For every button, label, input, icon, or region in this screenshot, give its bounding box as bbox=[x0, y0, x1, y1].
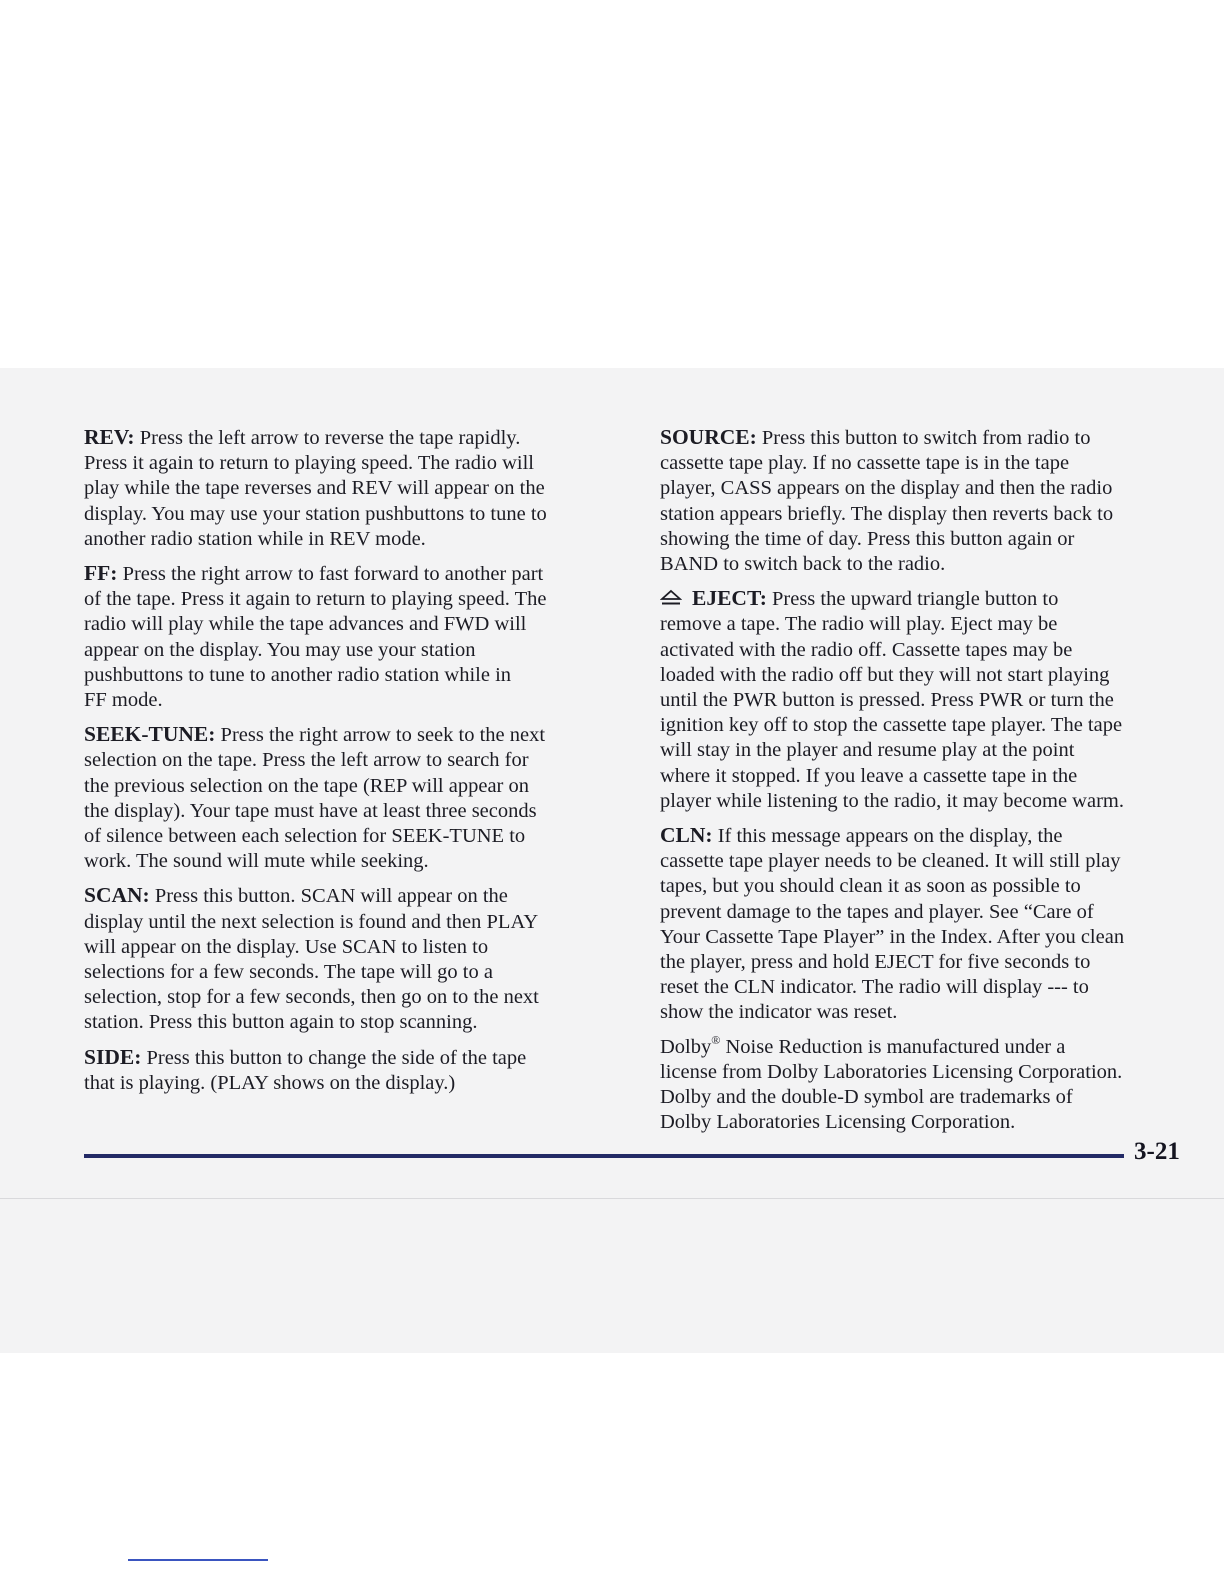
source-paragraph bbox=[660, 425, 1200, 577]
footer-rule bbox=[84, 1154, 1124, 1158]
scan-paragraph bbox=[84, 883, 624, 1035]
ff-paragraph bbox=[84, 561, 624, 713]
side-term: SIDE: bbox=[84, 1044, 142, 1069]
cln-description: If this message appears on the display, the cassette tape player needs to be cleaned. It will still play tapes, but you should clean it as soon as possible to prevent damage to the tapes and player. See “Care of Your Cassette Tape Player” in the Index. After you clean the player, press and hold EJECT for five seconds to reset the CLN indicator. The radio will display --- to show the indicator was reset. bbox=[660, 825, 1125, 1024]
scan-term: SCAN: bbox=[84, 883, 150, 908]
rev-paragraph bbox=[84, 425, 624, 552]
left-column bbox=[84, 425, 624, 1105]
footer-link-line bbox=[128, 1559, 268, 1561]
eject-paragraph bbox=[660, 586, 1200, 814]
eject-description: Press the upward triangle button to remove a tape. The radio will play. Eject may be activated with the radio off. Cassette tapes may be loaded with the radio off but they will not start playing until the PWR button is pressed. Press PWR or turn the ignition key off to stop the cassette tape player. The tape will stay in the player and resume play at the point where it stopped. If you leave a cassette tape in the player while listening to the radio, it may become warm. bbox=[660, 588, 1124, 812]
registered-mark: ® bbox=[711, 1032, 721, 1047]
source-term: SOURCE: bbox=[660, 425, 757, 449]
side-paragraph bbox=[84, 1045, 624, 1096]
dolby-description: Noise Reduction is manufactured under a license from Dolby Laboratories Licensing Corporation. Dolby and the double-D symbol are trademarks of Dolby Laboratories Licensing Corporation. bbox=[660, 1035, 1123, 1134]
seek-tune-term: SEEK-TUNE: bbox=[84, 722, 216, 747]
cln-paragraph bbox=[660, 823, 1200, 1026]
side-description: Press this button to change the side of the tape that is playing. (PLAY shows on the display.) bbox=[84, 1046, 527, 1094]
seek-tune-paragraph bbox=[84, 722, 624, 874]
page-edge-line bbox=[0, 1198, 1224, 1199]
dolby-lead: Dolby bbox=[660, 1035, 712, 1058]
rev-description: Press the left arrow to reverse the tape rapidly. Press it again to return to playing speed. The radio will play while the tape reverses and REV will appear on the display. You may use your station pushbuttons to tune to another radio station while in REV mode. bbox=[84, 427, 547, 550]
page-number: 3-21 bbox=[1134, 1138, 1180, 1165]
eject-icon bbox=[660, 589, 682, 607]
scan-description: Press this button. SCAN will appear on the display until the next selection is found and then PLAY will appear on the display. Use SCAN to listen to selections for a few seconds. The tape will go to a selection, stop for a few seconds, then go on to the next station. Press this button again to stop scanning. bbox=[84, 885, 539, 1034]
right-column bbox=[660, 425, 1200, 1144]
ff-description: Press the right arrow to fast forward to another part of the tape. Press it again to return to playing speed. The radio will play while the tape advances and FWD will appear on the display. You may use your station pushbuttons to tune to another radio station while in FF mode. bbox=[84, 563, 547, 712]
dolby-paragraph bbox=[660, 1032, 1200, 1136]
seek-tune-description: Press the right arrow to seek to the next selection on the tape. Press the left arrow to search for the previous selection on the tape (REP will appear on the display). Your tape must have at least three seconds of silence between each selection for SEEK-TUNE to work. The sound will mute while seeking. bbox=[84, 724, 546, 873]
ff-term: FF: bbox=[84, 561, 118, 586]
cln-term: CLN: bbox=[660, 823, 713, 848]
source-description: Press this button to switch from radio to cassette tape play. If no cassette tape is in the tape player, CASS appears on the display and then the radio station appears briefly. The display then reverts back to showing the time of day. Press this button again or BAND to switch back to the radio. bbox=[660, 427, 1114, 576]
rev-term: REV: bbox=[84, 425, 135, 449]
eject-term: EJECT: bbox=[692, 586, 767, 611]
